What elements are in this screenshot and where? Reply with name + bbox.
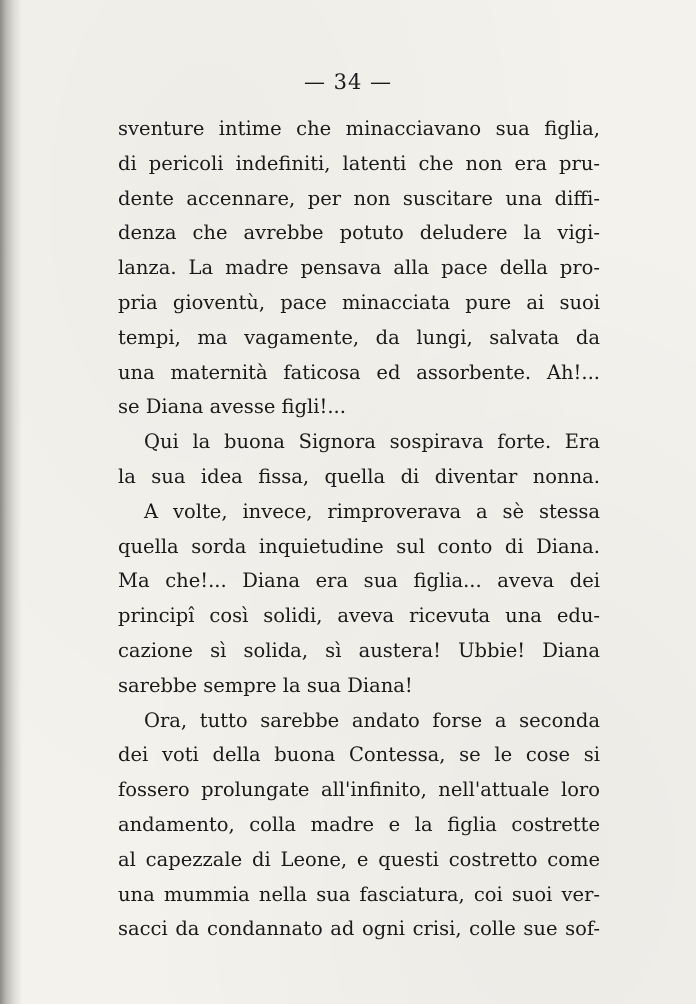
text-line: quella sorda inquietudine sul conto di Diana. [118, 534, 600, 558]
text-line: fossero prolungate all'infinito, nell'attuale loro [118, 778, 600, 802]
text-line: denza che avrebbe potuto deludere la vigi- [118, 221, 600, 245]
text-line: dei voti della buona Contessa, se le cose si [118, 743, 600, 767]
text-line: cazione sì solida, sì austera! Ubbie! Diana [118, 638, 600, 662]
text-line: se Diana avesse figli!... [118, 395, 346, 419]
text-line: principî così solidi, aveva ricevuta una edu- [118, 604, 600, 628]
book-gutter-shadow [0, 0, 22, 1004]
text-line: al capezzale di Leone, e questi costretto come [118, 847, 600, 871]
text-line: A volte, invece, rimproverava a sè stessa [144, 499, 600, 523]
text-line: una maternità faticosa ed assorbente. Ah!... [118, 360, 600, 384]
text-line: la sua idea fissa, quella di diventar nonna. [118, 464, 600, 488]
page-number: — 34 — [303, 70, 393, 94]
text-line: andamento, colla madre e la figlia costrette [118, 812, 600, 836]
text-line: sarebbe sempre la sua Diana! [118, 673, 413, 697]
text-line: Ora, tutto sarebbe andato forse a seconda [144, 708, 600, 732]
text-line: lanza. La madre pensava alla pace della pro- [118, 256, 600, 280]
text-line: Qui la buona Signora sospirava forte. Era [144, 430, 600, 454]
text-line: dente accennare, per non suscitare una diffi- [118, 186, 600, 210]
text-line: una mummia nella sua fasciatura, coi suoi ver- [118, 882, 600, 906]
text-line: sventure intime che minacciavano sua figlia, [118, 117, 600, 140]
text-line: sacci da condannato ad ogni crisi, colle sue sof- [118, 917, 600, 941]
text-line: di pericoli indefiniti, latenti che non era pru- [118, 151, 600, 175]
text-line: pria gioventù, pace minacciata pure ai suoi [118, 290, 600, 314]
text-line: Ma che!... Diana era sua figlia... aveva dei [118, 569, 600, 593]
text-line: tempi, ma vagamente, da lungi, salvata da [118, 325, 600, 349]
body-text [118, 112, 600, 947]
